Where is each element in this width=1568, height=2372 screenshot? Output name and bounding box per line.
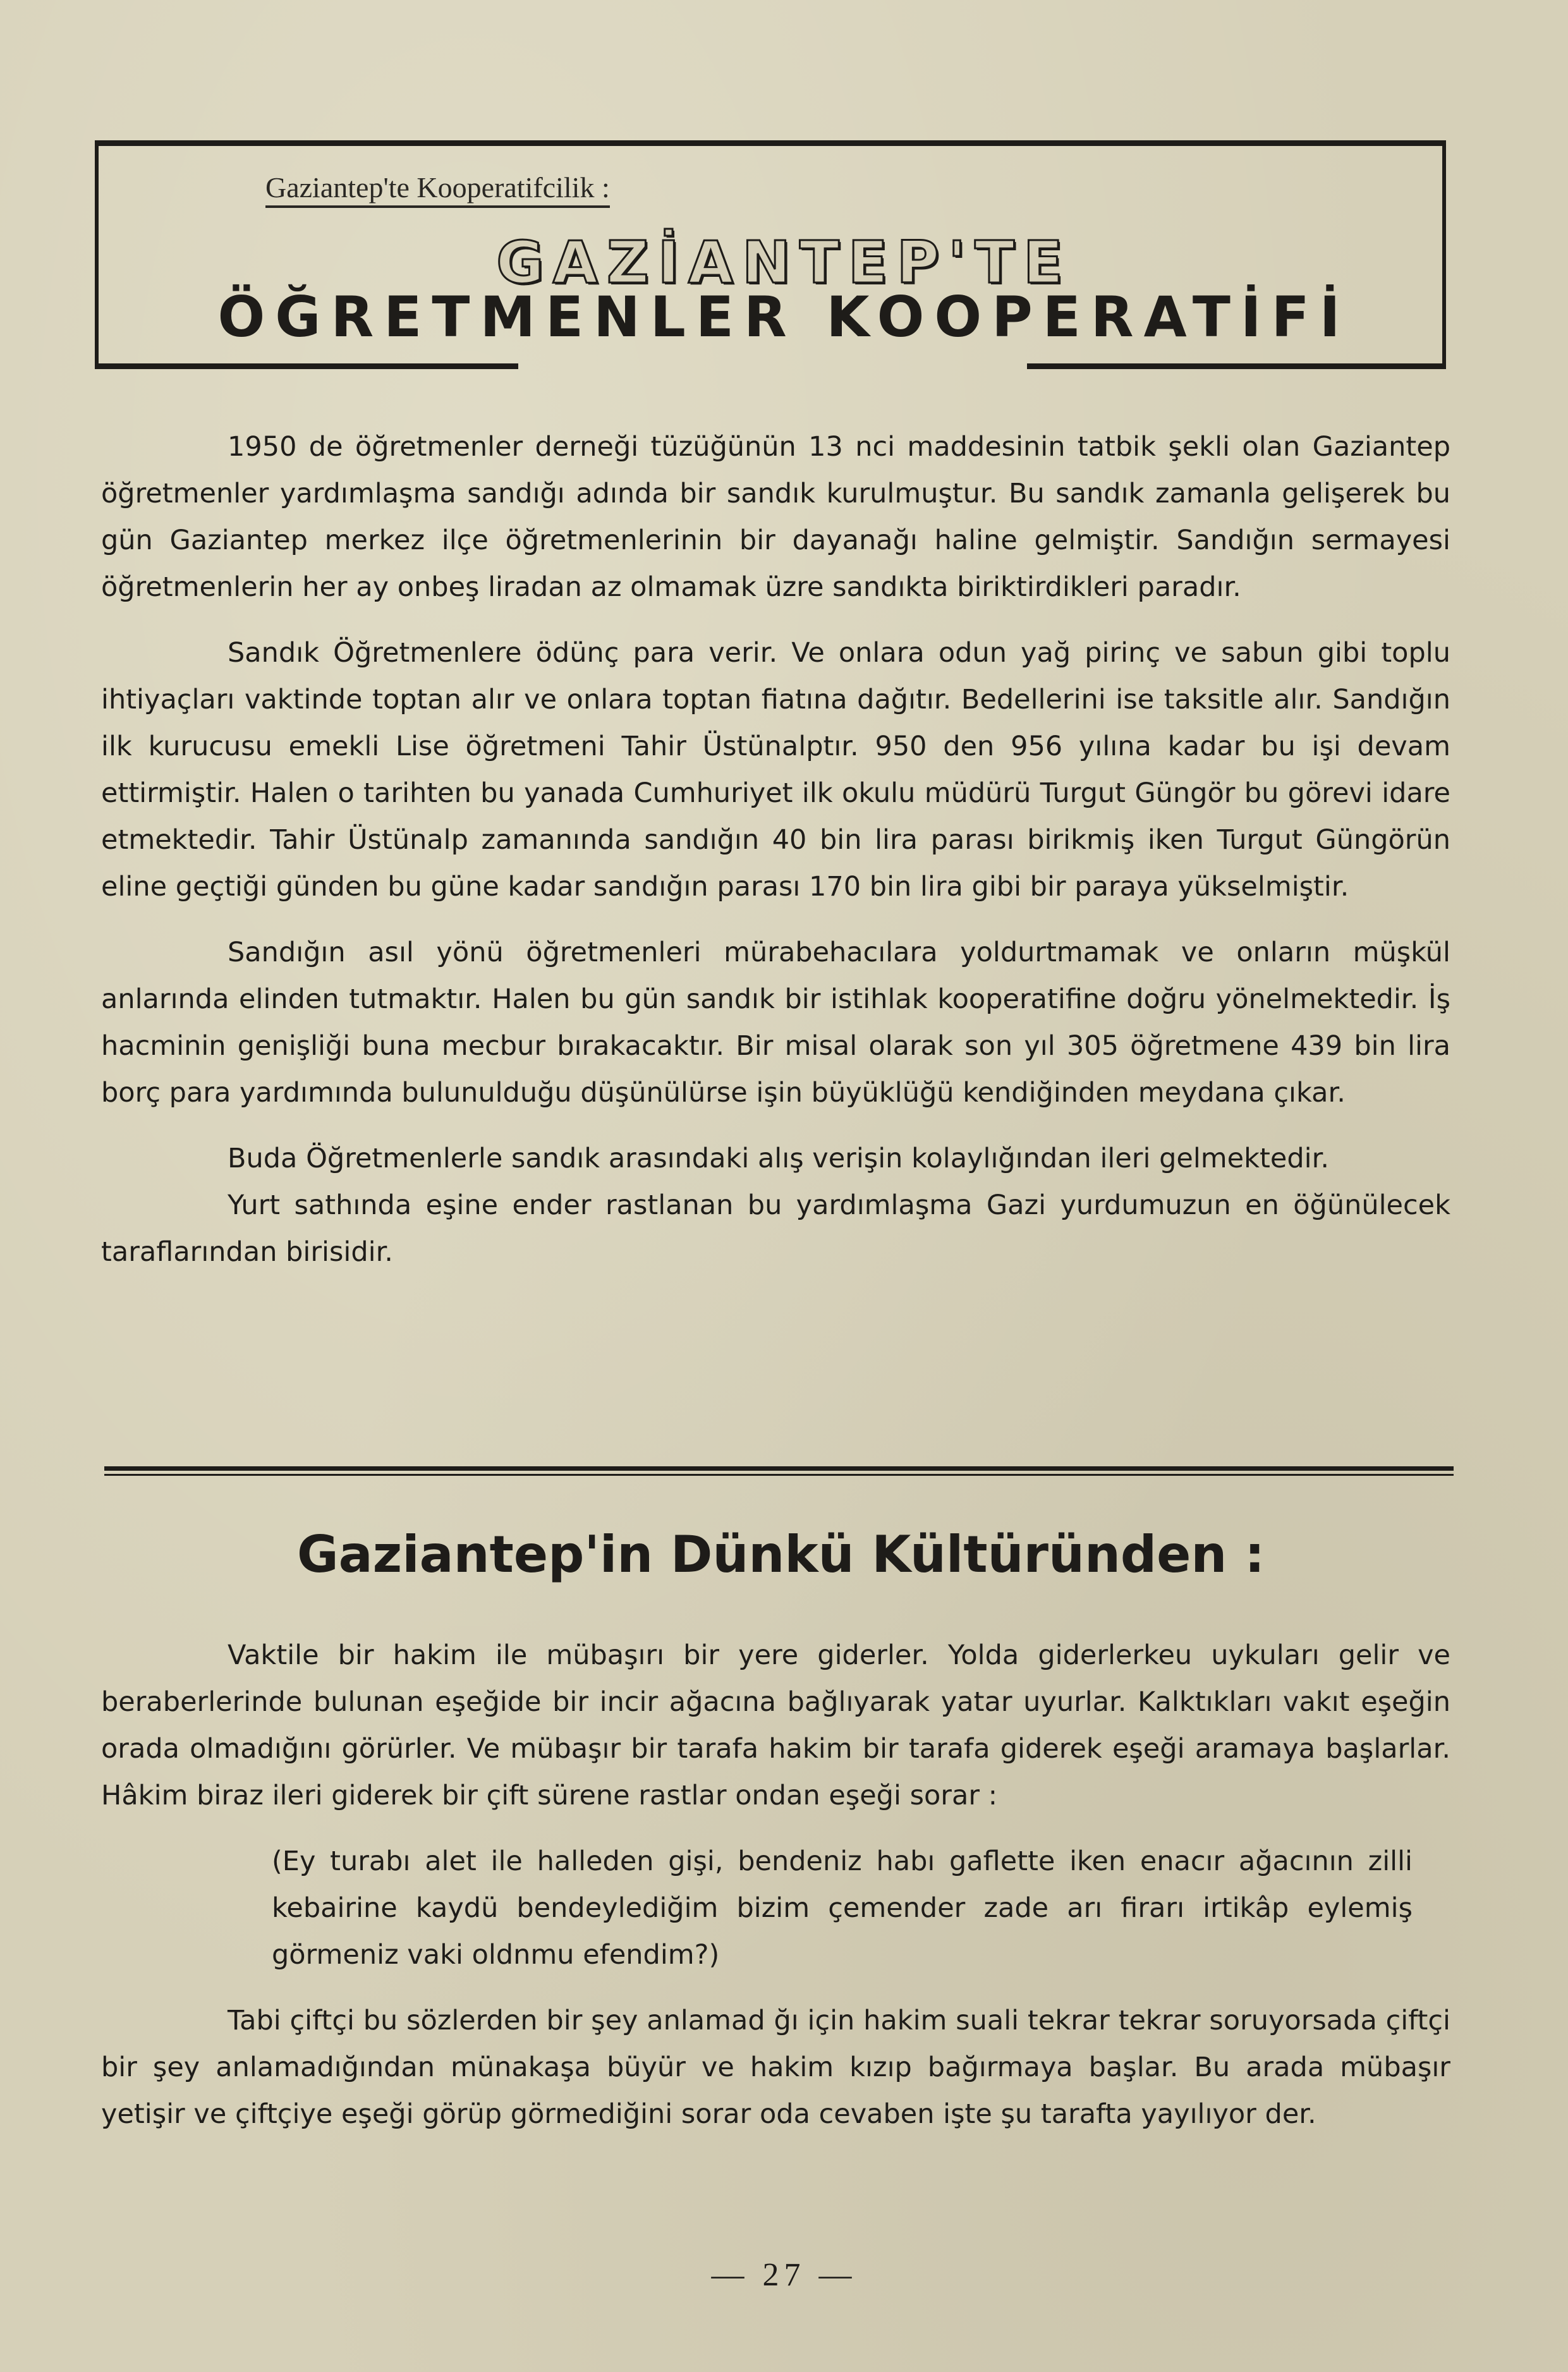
section-divider-thin — [104, 1474, 1454, 1476]
article-2-quote: (Ey turabı alet ile halleden gişi, bendeniz habı gaflette iken enacır ağacının zilli kebairine kaydü bendeylediğim bizim çemender zade arı firarı irtikâp eylemiş görmeniz vaki oldnmu efendim?) — [272, 1846, 1413, 1971]
section-divider — [104, 1466, 1454, 1471]
article-1-paragraph: Buda Öğretmenlerle sandık arasındaki alış verişin kolaylığından ileri gelmektedir. — [228, 1143, 1329, 1174]
article-2-paragraph: Tabi çiftçi bu sözlerden bir şey anlamad ğı için hakim suali tekrar tekrar soruyorsada çiftçi bir şey anlamadığından münakaşa büyür ve hakim kızıp bağırmaya başlar. Bu arada mübaşır yetişir ve çiftçiye eşeği görüp görmediğini sorar oda cevaben işte şu tarafta yayılıyor der. — [101, 2005, 1450, 2130]
article-1-paragraph: 1950 de öğretmenler derneği tüzüğünün 13 nci maddesinin tatbik şekli olan Gaziantep öğretmenler yardımlaşma sandığı adında bir sandık kurulmuştur. Bu sandık zamanla gelişerek bu gün Gaziantep merkez ilçe öğretmenlerinin bir dayanağı haline gelmiştir. Sandığın sermayesi öğretmenlerin her ay onbeş liradan az olmamak üzre sandıkta biriktirdikleri paradır. — [101, 431, 1450, 603]
article-title-line-2: ÖĞRETMENLER KOOPERATİFİ — [217, 284, 1351, 350]
article-1-paragraph: Yurt sathında eşine ender rastlanan bu yardımlaşma Gazi yurdumuzun en öğünülecek taraflarından birisidir. — [101, 1189, 1450, 1268]
title-frame-rule-left — [95, 363, 518, 369]
page-number: — 27 — — [711, 2257, 857, 2293]
article-2-paragraph: Vaktile bir hakim ile mübaşırı bir yere giderler. Yolda giderlerkeu uykuları gelir ve beraberlerinde bulunan eşeğide bir incir ağacına bağlıyarak yatar uyurlar. Kalktıkları vakıt eşeğin orada olmadığını görürler. Ve mübaşır bir tarafa hakim bir tarafa giderek eşeği aramaya başlarlar. Hâkim biraz ileri giderek bir çift sürene rastlar ondan eşeği sorar : — [101, 1639, 1450, 1811]
article-title-line-1: GAZİANTEP'TE — [496, 229, 1072, 296]
article-1-paragraph: Sandığın asıl yönü öğretmenleri mürabehacılara yoldurtmamak ve onların müşkül anlarında elinden tutmaktır. Halen bu gün sandık bir istihlak kooperatifine doğru yönelmektedir. İş hacminin genişliği buna mecbur bırakacaktır. Bir misal olarak son yıl 305 öğretmene 439 bin lira borç para yardımında bulunulduğu düşünülürse işin büyüklüğü kendiğinden meydana çıkar. — [101, 937, 1450, 1109]
article-1-body — [101, 423, 1450, 1275]
article-1-paragraph: Sandık Öğretmenlere ödünç para verir. Ve onlara odun yağ pirinç ve sabun gibi toplu ihtiyaçları vaktinde toptan alır ve onlara toptan fiatına dağıtır. Bedellerini ise taksitle alır. Sandığın ilk kurucusu emekli Lise öğretmeni Tahir Üstünalptır. 950 den 956 yılına kadar bu işi devam ettirmiştir. Halen o tarihten bu yanada Cumhuriyet ilk okulu müdürü Turgut Güngör bu görevi idare etmektedir. Tahir Üstünalp zamanında sandığın 40 bin lira parası birikmiş iken Turgut Güngörün eline geçtiği günden bu güne kadar sandığın parası 170 bin lira gibi bir paraya yükselmiştir. — [101, 637, 1450, 903]
article-2-heading: Gaziantep'in Dünkü Kültüründen : — [297, 1525, 1265, 1584]
section-label: Gaziantep'te Kooperatifcilik : — [265, 172, 610, 208]
article-2-body — [101, 1632, 1450, 2138]
title-frame-rule-right — [1027, 363, 1446, 369]
